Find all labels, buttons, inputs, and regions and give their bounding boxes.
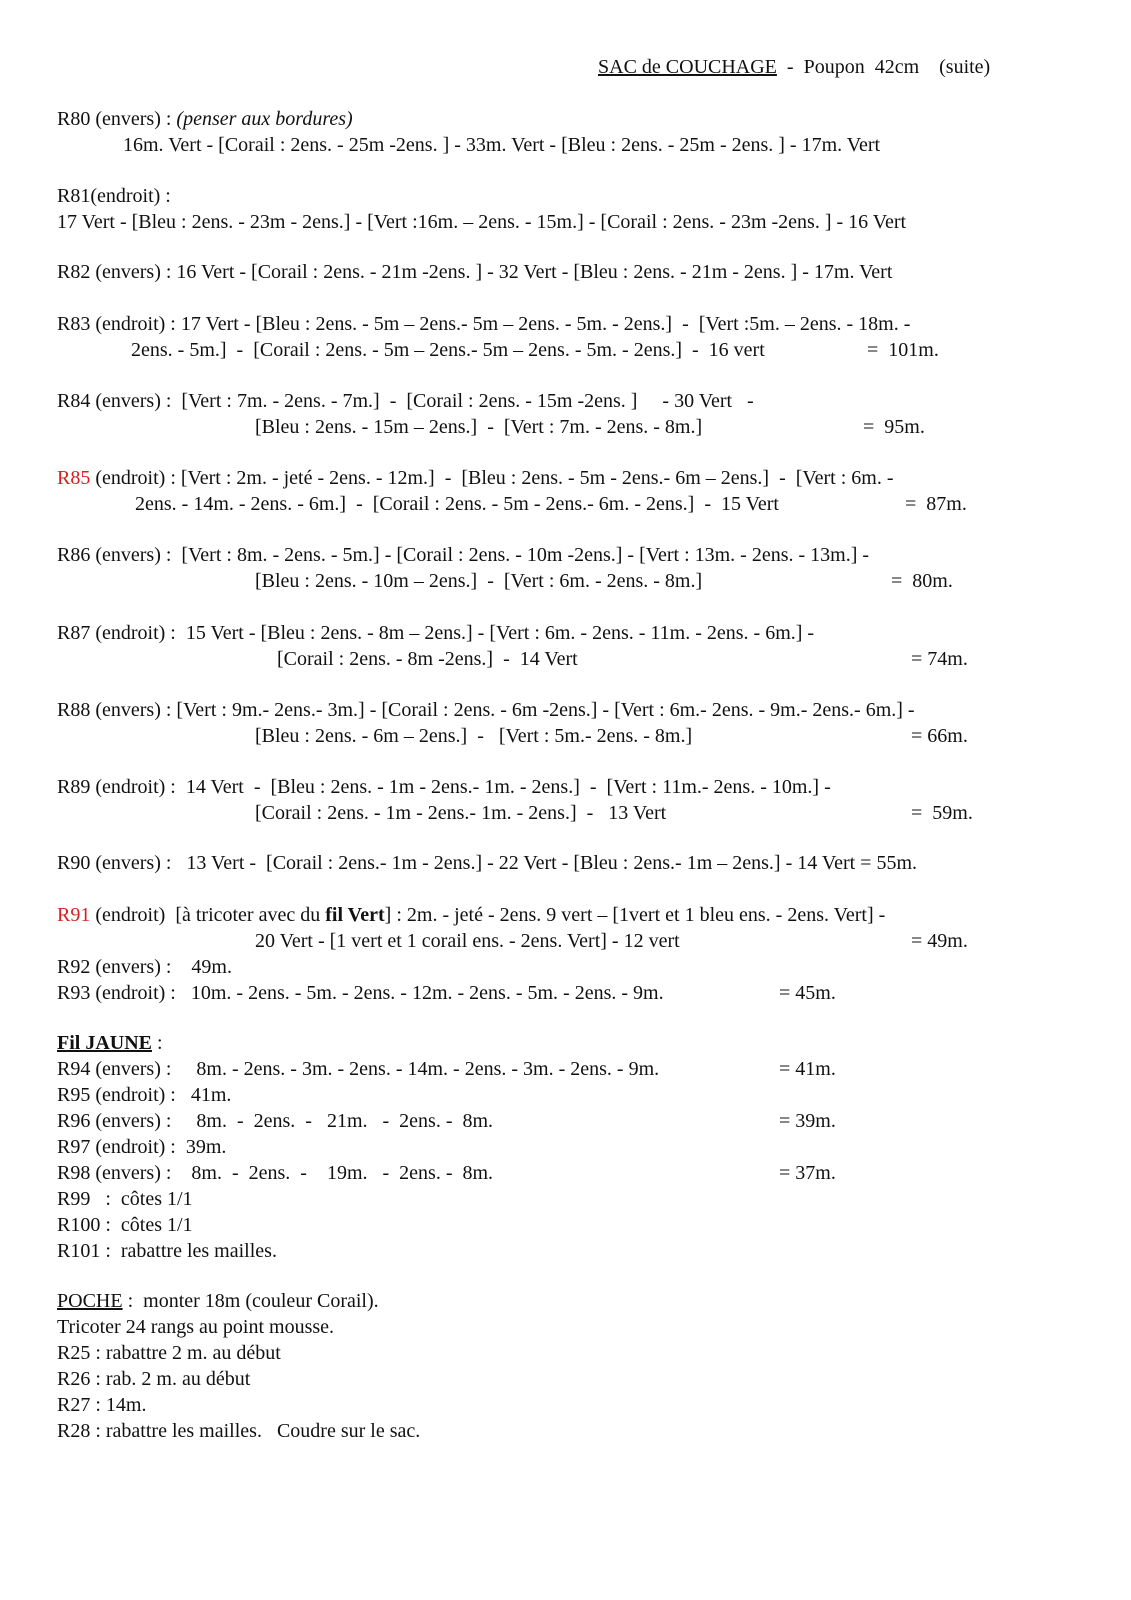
row-line-2: [Corail : 2ens. - 8m -2ens.] - 14 Vert (277, 648, 578, 670)
row-total: = 49m. (911, 930, 968, 952)
row-line-1: R87 (endroit) : 15 Vert - [Bleu : 2ens. - 8m – 2ens.] - [Vert : 6m. - 2ens. - 11m. - 2ens. - 6m.] - (57, 622, 815, 644)
row-r96: R96 (envers) : 8m. - 2ens. - 21m. - 2ens. - 8m. (57, 1110, 494, 1132)
row-text: 16m. Vert - [Corail : 2ens. - 25m -2ens. ] - 33m. Vert - [Bleu : 2ens. - 25m - 2ens. ] - 17m. Vert (123, 134, 881, 156)
row-line-1: R88 (envers) : [Vert : 9m.- 2ens.- 3m.] - [Corail : 2ens. - 6m -2ens.] - [Vert : 6m.- 2ens. - 9m.- 2ens.- 6m.] - (57, 699, 915, 721)
row-line-2: [Bleu : 2ens. - 10m – 2ens.] - [Vert : 6m. - 2ens. - 8m.] (255, 570, 703, 592)
row-r80 (57, 106, 1097, 158)
row-r82 (57, 259, 1097, 285)
page-header (598, 54, 990, 80)
poche-line: R26 : rab. 2 m. au début (57, 1368, 251, 1390)
row-total: = 45m. (779, 982, 836, 1004)
row-text-post: ] : 2m. - jeté - 2ens. 9 vert – [1vert et 1 bleu ens. - 2ens. Vert] - (384, 904, 886, 926)
row-text-bold: fil Vert (325, 904, 385, 926)
row-r93: R93 (endroit) : 10m. - 2ens. - 5m. - 2ens. - 12m. - 2ens. - 5m. - 2ens. - 9m. (57, 982, 664, 1004)
row-total: = 95m. (863, 416, 925, 438)
row-label: R85 (57, 467, 91, 489)
row-r86 (57, 542, 1097, 594)
row-text-pre: (endroit) [à tricoter avec du (90, 904, 326, 926)
row-line-2: [Corail : 2ens. - 1m - 2ens.- 1m. - 2ens.] - 13 Vert (255, 802, 667, 824)
row-total: = 87m. (905, 493, 967, 515)
row-text: R82 (envers) : 16 Vert - [Corail : 2ens. - 21m -2ens. ] - 32 Vert - [Bleu : 2ens. - 21m - 2ens. ] - 17m. Vert (57, 261, 893, 283)
document-title: SAC de COUCHAGE (598, 56, 777, 78)
row-line-1: R86 (envers) : [Vert : 8m. - 2ens. - 5m.] - [Corail : 2ens. - 10m -2ens.] - [Vert : 13m. - 2ens. - 13m.] - (57, 544, 870, 566)
row-total: = 80m. (891, 570, 953, 592)
row-label: R80 (envers) : (57, 108, 177, 130)
row-r101: R101 : rabattre les mailles. (57, 1240, 277, 1262)
row-r84 (57, 388, 1097, 440)
row-label: R81(endroit) : (57, 185, 171, 207)
row-line-2: [Bleu : 2ens. - 6m – 2ens.] - [Vert : 5m.- 2ens. - 8m.] (255, 725, 693, 747)
row-r89 (57, 774, 1097, 826)
row-total: = 37m. (779, 1162, 836, 1184)
row-line-1: (endroit) : [Vert : 2m. - jeté - 2ens. - 12m.] - [Bleu : 2ens. - 5m - 2ens.- 6m – 2ens.] - [Vert : 6m. - (90, 467, 894, 489)
row-text: 17 Vert - [Bleu : 2ens. - 23m - 2ens.] - [Vert :16m. – 2ens. - 15m.] - [Corail : 2ens. - 23m -2ens. ] - 16 Vert (57, 211, 907, 233)
row-text: R90 (envers) : 13 Vert - [Corail : 2ens.- 1m - 2ens.] - 22 Vert - [Bleu : 2ens.- 1m – 2ens.] - 14 Vert = 55m. (57, 852, 918, 874)
section-suffix: : monter 18m (couleur Corail). (122, 1290, 379, 1312)
row-total: = 39m. (779, 1110, 836, 1132)
row-line-2: 2ens. - 14m. - 2ens. - 6m.] - [Corail : 2ens. - 5m - 2ens.- 6m. - 2ens.] - 15 Vert (135, 493, 779, 515)
row-r100: R100 : côtes 1/1 (57, 1214, 193, 1236)
row-r97: R97 (endroit) : 39m. (57, 1136, 227, 1158)
row-total: = 59m. (911, 802, 973, 824)
section-title: POCHE (57, 1290, 123, 1312)
row-r92: R92 (envers) : 49m. (57, 956, 232, 978)
row-r87 (57, 620, 1097, 672)
row-total: = 101m. (867, 339, 939, 361)
row-line-2: 2ens. - 5m.] - [Corail : 2ens. - 5m – 2ens.- 5m – 2ens. - 5m. - 2ens.] - 16 vert (131, 339, 765, 361)
row-r99: R99 : côtes 1/1 (57, 1188, 193, 1210)
poche-line: R28 : rabattre les mailles. Coudre sur le sac. (57, 1420, 421, 1442)
row-r83 (57, 311, 1097, 363)
row-r85 (57, 465, 1097, 517)
row-total: = 74m. (911, 648, 968, 670)
row-r88 (57, 697, 1097, 749)
document-subtitle: - Poupon 42cm (suite) (776, 56, 991, 78)
row-r95: R95 (endroit) : 41m. (57, 1084, 232, 1106)
row-r81 (57, 183, 1097, 235)
row-line-2: 20 Vert - [1 vert et 1 corail ens. - 2ens. Vert] - 12 vert (255, 930, 680, 952)
section-poche (57, 1288, 1097, 1444)
row-r98: R98 (envers) : 8m. - 2ens. - 19m. - 2ens. - 8m. (57, 1162, 494, 1184)
section-jaune (57, 1030, 1097, 1264)
row-line-1: R83 (endroit) : 17 Vert - [Bleu : 2ens. - 5m – 2ens.- 5m – 2ens. - 5m. - 2ens.] - [Vert :5m. – 2ens. - 18m. - (57, 313, 911, 335)
poche-line: R25 : rabattre 2 m. au début (57, 1342, 281, 1364)
poche-line: Tricoter 24 rangs au point mousse. (57, 1316, 335, 1338)
poche-line: R27 : 14m. (57, 1394, 147, 1416)
section-title: Fil JAUNE (57, 1032, 152, 1054)
row-label: R91 (57, 904, 91, 926)
row-line-2: [Bleu : 2ens. - 15m – 2ens.] - [Vert : 7m. - 2ens. - 8m.] (255, 416, 703, 438)
row-note: (penser aux bordures) (176, 108, 353, 130)
row-line-1: R89 (endroit) : 14 Vert - [Bleu : 2ens. - 1m - 2ens.- 1m. - 2ens.] - [Vert : 11m.- 2ens. - 10m.] - (57, 776, 831, 798)
row-total: = 66m. (911, 725, 968, 747)
row-total: = 41m. (779, 1058, 836, 1080)
row-line-1: R84 (envers) : [Vert : 7m. - 2ens. - 7m.] - [Corail : 2ens. - 15m -2ens. ] - 30 Vert - (57, 390, 754, 412)
section-suffix: : (152, 1032, 163, 1054)
row-r94: R94 (envers) : 8m. - 2ens. - 3m. - 2ens. - 14m. - 2ens. - 3m. - 2ens. - 9m. (57, 1058, 660, 1080)
row-r90 (57, 850, 1097, 876)
row-r91 (57, 902, 1097, 1006)
